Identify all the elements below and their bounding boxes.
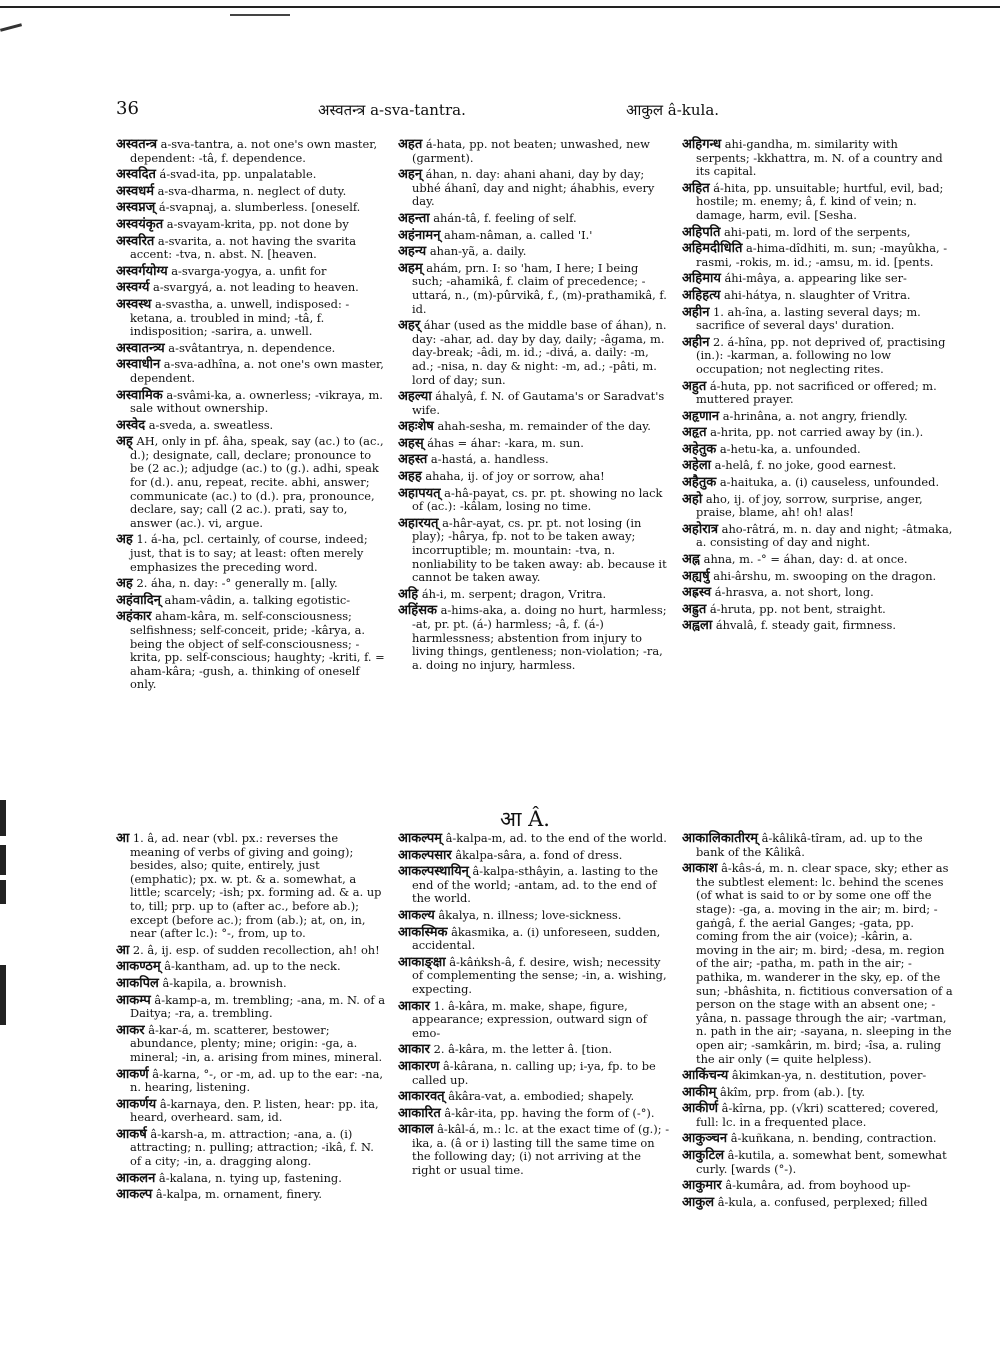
entry-definition: ahaha, ij. of joy or sorrow, aha! (421, 469, 605, 484)
entry-definition: â-kâs-á, m. n. clear space, sky; ether as the subtlest element: lc. behind the scenes (of what is said to or by some one off the stage): -ga, a. moving in the air; m. bird; -gaṅgâ, f. the aerial Ganges; -gata, pp. coming from the air (voice); -kârin, a. moving in the air; m. bird; -desa, m. region of the air; -patha, m. path in the air; -pathika, m. wanderer in the sky, ep. of the sun; -bhâshita, n. fictitious conversation of a person on the stage with an absent one; -yâna, n. passage through the air; -vartman, n. path in the air; -sayana, n. sleeping in the open air; -samkârin, m. bird; -îsa, a. ruling the air only (= quite helpless). (696, 861, 953, 1066)
entry-definition: a-svargyá, a. not leading to heaven. (149, 280, 359, 295)
entry-definition: á-svapnaj, a. slumberless. [oneself. (155, 200, 361, 215)
entry-definition: a-haituka, a. (i) causeless, unfounded. (716, 475, 940, 490)
page-header (116, 98, 966, 124)
entry-headword: अहैतुक (682, 475, 717, 491)
entry-definition: á-hita, pp. unsuitable; hurtful, evil, bad; hostile; m. enemy; â, f. kind of vein; n. damage, harm, evil. [Sesha. (696, 180, 944, 222)
corner-mark (0, 23, 22, 32)
entry-definition: â-karsh-a, m. attraction; -ana, a. (i) attracting; n. pulling; attraction; -ikâ, f. N. of a city; -in, a. dragging along. (130, 1126, 374, 1169)
entry-definition: 2. á-hîna, pp. not deprived of, practising (in.): -karman, a. following no low occupation; not neglecting rites. (696, 334, 946, 376)
entry-definition: áhan, n. day: ahani ahani, day by day; ubhé áhanî, day and night; áhabhis, every day. (412, 167, 655, 209)
entry-headword: अस्वतन्त्र (116, 137, 158, 152)
entry-definition: áh-i, m. serpent; dragon, Vritra. (418, 586, 607, 601)
dictionary-entry (682, 289, 954, 303)
dictionary-entry (116, 201, 386, 215)
entry-headword: आकुमार (682, 1178, 722, 1194)
entry-headword: आकल्य (398, 907, 435, 923)
entry-headword: आकाङ्क्षा (398, 954, 446, 970)
entry-definition: áhalyâ, f. N. of Gautama's or Saradvat's wife. (412, 389, 665, 417)
entry-headword: अहल्या (398, 389, 432, 405)
entry-definition: a-sva-tantra, a. not one's own master, dependent: -tâ, f. dependence. (130, 137, 378, 165)
dictionary-entry (682, 586, 954, 600)
entry-definition: a-hrita, pp. not carried away by (in.). (706, 425, 924, 440)
entry-headword: अहेला (682, 458, 712, 474)
dictionary-entry (398, 909, 670, 923)
dictionary-entry (398, 1043, 670, 1057)
dictionary-entry (682, 182, 954, 223)
margin-mark (0, 800, 6, 836)
entry-definition: áhas = áhar: -kara, m. sun. (423, 435, 584, 450)
dictionary-entry (116, 977, 386, 991)
entry-headword: आकल्पसार (398, 847, 452, 863)
dictionary-entry (682, 832, 954, 859)
entry-definition: ahán-tâ, f. feeling of self. (429, 210, 577, 225)
page-number: 36 (116, 98, 139, 119)
dictionary-entry (116, 1188, 386, 1202)
entry-headword: आकुटिल (682, 1148, 725, 1164)
entry-headword: अह्रुत (682, 601, 707, 617)
entry-definition: â-kîrna, pp. (√kri) scattered; covered, full: lc. in a frequented place. (696, 1101, 939, 1129)
dictionary-entry (398, 245, 670, 259)
entry-definition: aham-kâra, m. self-consciousness; selfishness; self-conceit, pride; -kârya, a. being the object of self-consciousness; -krita, pp. self-conscious; haughty; -kriti, f. = aham-kâra; -gush, a. thinking of oneself only. (130, 609, 385, 692)
entry-headword: अहिमाय (682, 271, 721, 287)
dictionary-entry (398, 849, 670, 863)
dictionary-entry (682, 619, 954, 633)
entry-definition: aham-nâman, a. called 'I.' (440, 227, 593, 242)
entry-headword: अस्वरित (116, 233, 155, 249)
entry-headword: आकाल (398, 1122, 434, 1138)
entry-definition: a-hims-aka, a. doing no hurt, harmless; -at, pr. pt. (á-) harmless; -â, f. (á-) harmlessness; abstention from injury to living things, gentleness; non-violation; -ra, a. doing no injury, harmless. (412, 603, 667, 672)
entry-definition: â-kâṅksh-â, f. desire, wish; necessity of complementing the sense; -in, a. wishing, expecting. (412, 954, 667, 996)
bottom-column-1 (116, 832, 386, 1205)
dictionary-entry (398, 1090, 670, 1104)
entry-definition: â-kula, a. confused, perplexed; filled (714, 1194, 928, 1209)
dictionary-entry (116, 594, 386, 608)
dictionary-entry (682, 380, 954, 407)
bottom-column-2 (398, 832, 670, 1181)
entry-definition: â-kutila, a. somewhat bent, somewhat curly. [wards (°-). (696, 1148, 947, 1176)
entry-headword: आकल्पस्थायिन् (398, 864, 469, 880)
entry-headword: अस्वेद (116, 417, 146, 433)
dictionary-entry (116, 235, 386, 262)
entry-headword: अह्वला (682, 618, 713, 634)
dictionary-entry (398, 437, 670, 451)
entry-headword: अस्वप्नज् (116, 200, 156, 216)
entry-headword: आकर्णय (116, 1096, 157, 1112)
dictionary-entry (682, 443, 954, 457)
entry-headword: अहस्त (398, 452, 428, 468)
entry-headword: अस्वधर्म (116, 183, 154, 199)
entry-definition: aho-râtrá, m. n. day and night; -âtmaka, a. consisting of day and night. (696, 521, 953, 550)
top-column-1 (116, 138, 386, 695)
entry-definition: a-hetu-ka, a. unfounded. (716, 441, 861, 456)
entry-definition: a-hima-dîdhiti, m. sun; -mayûkha, -rasmi, -rokis, m. id.; -amsu, m. id. [pents. (696, 241, 948, 269)
dictionary-entry (116, 419, 386, 433)
margin-mark (0, 880, 6, 904)
entry-headword: अहोरात्र (682, 521, 719, 537)
entry-definition: âkâra-vat, a. embodied; shapely. (444, 1089, 635, 1104)
dictionary-entry (116, 265, 386, 279)
entry-definition: â-kantham, ad. up to the neck. (160, 959, 341, 974)
dictionary-entry (116, 298, 386, 339)
dictionary-entry (116, 1172, 386, 1186)
entry-headword: आकारवत् (398, 1089, 445, 1105)
entry-definition: ahi-pati, m. lord of the serpents, (720, 224, 911, 239)
dictionary-entry (682, 553, 954, 567)
entry-headword: आकार (398, 1042, 430, 1058)
dictionary-entry (116, 358, 386, 385)
entry-headword: आकम्प (116, 992, 151, 1008)
entry-headword: आकीम् (682, 1084, 717, 1100)
entry-headword: आकर्ष (116, 1126, 147, 1142)
dictionary-entry (398, 865, 670, 906)
entry-definition: â-karnaya, den. P. listen, hear: pp. ita, heard, overheard. sam, id. (130, 1096, 379, 1125)
entry-headword: आकण्ठम् (116, 959, 161, 975)
entry-definition: á-hruta, pp. not bent, straight. (706, 601, 886, 616)
margin-mark (0, 845, 6, 875)
dictionary-entry (682, 1196, 954, 1210)
entry-headword: आकाश (682, 861, 718, 877)
entry-headword: अहंनामन् (398, 227, 441, 243)
entry-headword: आकुञ्चन (682, 1131, 728, 1147)
entry-definition: â-kalpa-sthâyin, a. lasting to the end of the world; -antam, ad. to the end of the world. (412, 864, 659, 906)
entry-definition: a-sva-dharma, n. neglect of duty. (154, 183, 347, 198)
scan-top-edge (0, 0, 1000, 18)
entry-headword: अस्वर्ग्य (116, 280, 150, 296)
entry-headword: आ (116, 942, 130, 958)
entry-definition: â-kârana, n. calling up; i-ya, fp. to be called up. (412, 1058, 656, 1087)
entry-headword: आकर्ण (116, 1066, 149, 1082)
entry-definition: â-karna, °-, or -m, ad. up to the ear: -na, n. hearing, listening. (130, 1066, 383, 1095)
entry-headword: अहंकार (116, 609, 152, 625)
entry-headword: अहस् (398, 435, 424, 451)
entry-headword: अह्यर्षु (682, 568, 710, 584)
dictionary-entry (398, 604, 670, 672)
entry-definition: a-svarita, a. not having the svarita accent: -tva, n. abst. N. [heaven. (130, 233, 357, 262)
top-column-3 (682, 138, 954, 636)
entry-headword: आकपिल (116, 975, 159, 991)
entry-definition: â-kâl-á, m.: lc. at the exact time of (g.); -ika, a. (â or i) lasting till the same time on the following day; (i) not arriving at the right or usual time. (412, 1122, 670, 1178)
dictionary-entry (398, 1000, 670, 1041)
entry-definition: á-hrasva, a. not short, long. (711, 585, 874, 600)
entry-definition: ahan-yã, a. daily. (426, 244, 527, 259)
dictionary-entry (682, 306, 954, 333)
dictionary-entry (398, 487, 670, 514)
entry-headword: अस्वर्गयोग्य (116, 263, 168, 279)
entry-headword: अहेतुक (682, 441, 717, 457)
dictionary-entry (682, 242, 954, 269)
entry-headword: अस्वातन्त्र्य (116, 340, 165, 356)
entry-headword: आकुल (682, 1194, 715, 1210)
entry-definition: âkalya, n. illness; love-sickness. (434, 907, 622, 922)
entry-definition: áhvalâ, f. steady gait, firmness. (712, 618, 896, 633)
dictionary-entry (398, 319, 670, 387)
entry-headword: अहह (398, 469, 422, 485)
entry-headword: आकीर्ण (682, 1101, 719, 1117)
dictionary-entry (116, 960, 386, 974)
section-heading: आ Â. (500, 807, 550, 831)
dictionary-entry (398, 168, 670, 209)
entry-definition: 1. â, ad. near (vbl. px.: reverses the meaning of verbs of giving and going); besides, also; quite, entirely, just (emphatic); px. w. pt. & a. somewhat, a little; scarcely; -ish; px. forming ad. & a. up to, till; prp. up to (after ac., before ab.); except (before ac.); from (ab.); at, on, in, near (after lc.): °-, from, up to. (129, 831, 382, 941)
entry-definition: âkimkan-ya, n. destitution, pover- (728, 1068, 927, 1083)
entry-headword: अहृत (682, 425, 707, 441)
entry-definition: ahi-ârshu, m. swooping on the dragon. (709, 568, 937, 583)
entry-headword: अस्वामिक (116, 387, 163, 403)
entry-definition: á-hata, pp. not beaten; unwashed, new (garment). (412, 137, 650, 165)
entry-headword: अहिपति (682, 224, 721, 240)
dictionary-entry (398, 588, 670, 602)
header-center-guideword: अस्वतन्त्र a-sva-tantra. (318, 101, 466, 119)
entry-definition: 2. â-kâra, m. the letter â. [tion. (429, 1042, 613, 1057)
dictionary-entry (682, 476, 954, 490)
dictionary-entry (682, 1149, 954, 1176)
entry-headword: अह् (116, 434, 133, 450)
entry-headword: अहिहत्य (682, 287, 721, 303)
entry-headword: आकस्मिक (398, 924, 448, 940)
dictionary-entry (398, 470, 670, 484)
entry-headword: अहीन (682, 304, 710, 320)
dictionary-entry (116, 1024, 386, 1065)
dictionary-entry (682, 459, 954, 473)
entry-headword: अह (116, 532, 133, 548)
entry-definition: â-kalana, n. tying up, fastening. (155, 1170, 342, 1185)
entry-headword: अहारयत् (398, 515, 439, 531)
dictionary-entry (398, 262, 670, 316)
dictionary-entry (116, 610, 386, 692)
entry-definition: â-kâlikâ-tîram, ad. up to the bank of the Kâlikâ. (696, 831, 923, 859)
entry-headword: अहन्ता (398, 210, 430, 226)
entry-headword: अहःशेष (398, 419, 434, 435)
top-rule-fragment (230, 14, 290, 16)
dictionary-entry (116, 435, 386, 530)
dictionary-entry (116, 389, 386, 416)
entry-headword: अस्वाधीन (116, 357, 161, 373)
dictionary-entry (398, 517, 670, 585)
entry-headword: अस्वस्थ (116, 296, 152, 312)
entry-headword: आकार (398, 998, 430, 1014)
dictionary-entry (116, 1098, 386, 1125)
dictionary-entry (116, 994, 386, 1021)
dictionary-entry (682, 336, 954, 377)
entry-definition: áhi-mâya, a. appearing like ser- (720, 271, 907, 286)
entry-headword: अह्न (682, 552, 701, 568)
dictionary-entry (116, 342, 386, 356)
dictionary-entry (682, 410, 954, 424)
dictionary-entry (682, 1179, 954, 1193)
dictionary-entry (116, 281, 386, 295)
dictionary-entry (116, 533, 386, 574)
dictionary-entry (682, 426, 954, 440)
dictionary-entry (398, 212, 670, 226)
entry-headword: अहो (682, 491, 703, 507)
dictionary-entry (116, 577, 386, 591)
entry-definition: 1. á-ha, pcl. certainly, of course, indeed; just, that is to say; at least: often merely emphasizes the preceding word. (130, 532, 368, 574)
entry-definition: âkîm, prp. from (ab.). [ty. (716, 1084, 866, 1099)
dictionary-entry (682, 226, 954, 240)
entry-definition: áhar (used as the middle base of áhan), n. day: -ahar, ad. day by day, daily; -âgama, m. day-break; -âdi, m. id.; -divá, a. daily: -m, ad.; -nisa, n. day & night: -m, ad.; -pâti, m. lord of day; sun. (412, 318, 667, 387)
dictionary-entry (116, 138, 386, 165)
dictionary-entry (116, 832, 386, 941)
top-rule (0, 6, 1000, 8)
dictionary-entry (398, 138, 670, 165)
entry-headword: अहिगन्ध (682, 137, 722, 152)
dictionary-entry (398, 926, 670, 953)
entry-headword: अह (116, 576, 133, 592)
entry-headword: आकिंचन्य (682, 1068, 729, 1084)
entry-definition: AH, only in pf. âha, speak, say (ac.) to (ac., d.); designate, call, declare; pronounce to be (2 ac.); adjudge (ac.) to (g.). adhi, speak for (d.). anu, repeat, recite. abhi, answer; communicate (ac.) to (d.). pra, pronounce, declare, say; call (2 ac.). prati, say to, answer (ac.). vi, argue. (130, 434, 384, 530)
dictionary-entry (682, 1102, 954, 1129)
entry-headword: आकालिकातीरम् (682, 831, 759, 846)
entry-definition: a-sva-adhîna, a. not one's own master, dependent. (130, 357, 384, 385)
entry-definition: a-svastha, a. unwell, indisposed: -ketana, a. troubled in mind; -tâ, f. indisposition; -sarira, a. unwell. (130, 296, 350, 339)
entry-headword: आकल्पम् (398, 831, 443, 846)
dictionary-entry (398, 1123, 670, 1177)
entry-definition: a-svarga-yogya, a. unfit for (167, 263, 327, 278)
dictionary-entry (682, 138, 954, 179)
dictionary-entry (682, 1132, 954, 1146)
dictionary-entry (398, 832, 670, 846)
dictionary-entry (398, 956, 670, 997)
header-right-guideword: आकुल â-kula. (626, 101, 720, 119)
entry-headword: अहि (398, 586, 419, 602)
entry-headword: अहंवादिन् (116, 592, 161, 608)
dictionary-entry (682, 603, 954, 617)
entry-headword: अस्वदित (116, 167, 156, 183)
entry-headword: अहन् (398, 167, 423, 183)
entry-definition: a-hrinâna, a. not angry, friendly. (719, 408, 908, 423)
dictionary-entry (682, 1069, 954, 1083)
entry-definition: â-kâr-ita, pp. having the form of (-°). (440, 1105, 655, 1120)
entry-definition: 1. â-kâra, m. make, shape, figure, appearance; expression, outward sign of emo- (412, 998, 647, 1040)
entry-definition: â-kar-á, m. scatterer, bestower; abundance, plenty; mine; origin: -ga, a. mineral; -in, a. arising from mines, mineral. (130, 1022, 383, 1064)
entry-definition: aham-vâdin, a. talking egotistic- (160, 592, 351, 607)
entry-headword: अहर् (398, 318, 421, 334)
entry-definition: â-kumâra, ad. from boyhood up- (721, 1178, 911, 1193)
entry-definition: 2. áha, n. day: -° generally m. [ally. (132, 576, 338, 591)
entry-headword: आ (116, 831, 130, 846)
entry-definition: ahna, m. -° = áhan, day: d. at once. (700, 552, 908, 567)
entry-definition: âkasmika, a. (i) unforeseen, sudden, accidental. (412, 924, 661, 953)
entry-definition: â-kalpa-m, ad. to the end of the world. (442, 831, 667, 845)
entry-headword: आकारित (398, 1105, 441, 1121)
entry-definition: a-hastá, a. handless. (427, 452, 549, 467)
entry-definition: â-kuñkana, n. bending, contraction. (727, 1131, 937, 1146)
entry-definition: a-sveda, a. sweatless. (145, 417, 274, 432)
entry-headword: आकर (116, 1022, 145, 1038)
entry-definition: a-hâr-ayat, cs. pr. pt. not losing (in play); -hârya, fp. not to be taken away; incorruptible; m. mountain: -tva, n. nonliability to be taken away: ab. because it cannot be taken away. (412, 515, 667, 585)
entry-headword: अहित (682, 180, 710, 196)
entry-definition: ahi-gandha, m. similarity with serpents; -kkhattra, m. N. of a country and its capital. (696, 137, 943, 179)
entry-headword: अहुत (682, 378, 707, 394)
entry-definition: â-kamp-a, m. trembling; -ana, m. N. of a Daitya; -ra, a. trembling. (130, 992, 386, 1021)
entry-headword: अहिमदीधिति (682, 241, 743, 257)
entry-definition: 2. â, ij. esp. of sudden recollection, ah! oh! (129, 942, 380, 957)
dictionary-entry (116, 168, 386, 182)
dictionary-entry (682, 862, 954, 1066)
entry-definition: aho, ij. of joy, sorrow, surprise, anger, praise, blame, ah! oh! alas! (696, 491, 923, 520)
entry-headword: अस्वयंकृत (116, 216, 164, 232)
dictionary-entry (398, 229, 670, 243)
entry-definition: âkalpa-sâra, a. fond of dress. (451, 847, 623, 862)
dictionary-entry (398, 420, 670, 434)
entry-headword: अह्रस्व (682, 585, 712, 601)
entry-definition: ahám, prn. I: so 'ham, I here; I being such; -ahamikâ, f. claim of precedence; -uttará, n., (m)-pûrvikâ, f., (m)-prathamikâ, f. id. (412, 260, 667, 316)
entry-headword: आकल्प (116, 1187, 153, 1203)
dictionary-entry (398, 1107, 670, 1121)
top-column-2 (398, 138, 670, 675)
entry-definition: á-huta, pp. not sacrificed or offered; m. muttered prayer. (696, 378, 937, 407)
entry-headword: आकलन (116, 1170, 156, 1186)
entry-headword: अहम् (398, 260, 423, 276)
dictionary-entry (682, 493, 954, 520)
entry-definition: á-svad-ita, pp. unpalatable. (155, 167, 317, 182)
entry-headword: अहृणान (682, 408, 720, 424)
entry-definition: â-kapila, a. brownish. (158, 975, 287, 990)
dictionary-entry (116, 944, 386, 958)
margin-mark (0, 965, 6, 1025)
dictionary-entry (398, 390, 670, 417)
entry-definition: a-svayam-krita, pp. not done by (163, 216, 349, 231)
entry-headword: अहीन (682, 334, 710, 350)
bottom-column-3 (682, 832, 954, 1212)
dictionary-entry (398, 453, 670, 467)
entry-definition: a-helâ, f. no joke, good earnest. (711, 458, 897, 473)
dictionary-entry (116, 218, 386, 232)
dictionary-entry (116, 1128, 386, 1169)
entry-definition: a-hâ-payat, cs. pr. pt. showing no lack of (ac.): -kâlam, losing no time. (412, 485, 663, 514)
dictionary-entry (682, 272, 954, 286)
dictionary-entry (116, 1068, 386, 1095)
entry-headword: आकारण (398, 1058, 440, 1074)
dictionary-entry (682, 570, 954, 584)
entry-definition: â-kalpa, m. ornament, finery. (152, 1187, 322, 1202)
entry-headword: अहिंसक (398, 603, 437, 619)
entry-headword: अहत (398, 137, 423, 152)
dictionary-entry (682, 523, 954, 550)
entry-headword: अहापयत् (398, 485, 441, 501)
entry-definition: ahi-hátya, n. slaughter of Vritra. (720, 287, 911, 302)
entry-definition: a-svâtantrya, n. dependence. (164, 340, 336, 355)
entry-headword: अहन्य (398, 244, 427, 260)
entry-definition: ahah-sesha, m. remainder of the day. (433, 419, 651, 434)
dictionary-entry (116, 185, 386, 199)
entry-definition: a-svâmi-ka, a. ownerless; -vikraya, m. sale without ownership. (130, 387, 383, 416)
entry-definition: 1. ah-îna, a. lasting several days; m. sacrifice of several days' duration. (696, 304, 921, 333)
dictionary-entry (398, 1060, 670, 1087)
dictionary-entry (682, 1086, 954, 1100)
